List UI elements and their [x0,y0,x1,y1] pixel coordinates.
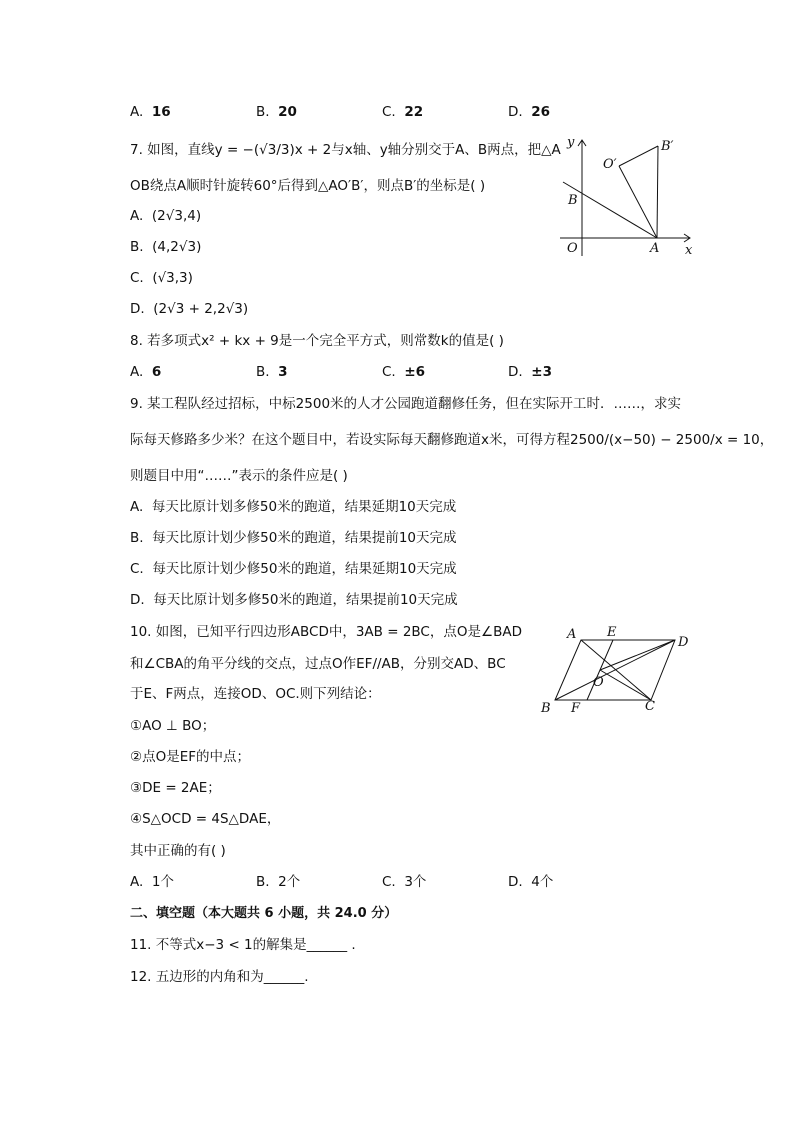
label-f: F [571,701,581,716]
q6-option-c: C. 22 [382,104,424,120]
segment-bo [555,640,675,700]
q7-figure [555,132,705,262]
segment-b-prime-a [657,146,658,238]
label-c: C [645,699,655,714]
label-a: A [567,627,577,642]
q7-option-b: B. (4,2√3) [130,239,202,255]
label-o: O [567,241,578,256]
line-ab [563,182,657,238]
q10-text-line2: 和∠CBA的角平分线的交点，过点O作EF//AB，分别交AD、BC [130,656,506,672]
q10-conclusion-3: ③DE = 2AE； [130,780,221,796]
q10-figure [535,622,705,717]
q7-option-d: D. (2√3 + 2,2√3) [130,301,249,317]
label-o-prime: O′ [603,157,617,172]
q10-text-line3: 于E、F两点，连接OD、OC.则下列结论： [130,686,381,702]
q8-option-d: D. ±3 [508,364,552,380]
q10-conclusion-2: ②点O是EF的中点； [130,749,251,765]
label-d: D [678,635,689,650]
q11-text: 11. 不等式x−3 < 1的解集是______ . [130,937,356,953]
q7-option-c: C. (√3,3) [130,270,193,286]
segment-o-prime-b-prime [619,146,658,166]
label-o: O [593,675,604,690]
q10-option-d: D. 4个 [508,874,554,890]
label-x: x [685,243,693,258]
label-b: B [541,701,551,716]
q6-option-a: A. 16 [130,104,171,120]
q10-conclusion-4: ④S△OCD = 4S△DAE， [130,811,281,827]
q8-option-b: B. 3 [256,364,288,380]
q9-option-c: C. 每天比原计划少修50米的跑道，结果延期10天完成 [130,561,457,577]
q6-option-b: B. 20 [256,104,297,120]
q7-option-a: A. (2√3,4) [130,208,202,224]
label-a: A [650,241,660,256]
q8-option-c: C. ±6 [382,364,426,380]
q10-conclusion-1: ①AO ⊥ BO； [130,718,216,734]
q10-option-a: A. 1个 [130,874,174,890]
q9-text-line2: 际每天修路多少米？在这个题目中，若设实际每天翻修跑道x米，可得方程2500/(x−50) − 2500/x = 10， [130,432,774,448]
q7-text-line2: OB绕点A顺时针旋转60°后得到△AO′B′，则点B′的坐标是( ) [130,178,486,194]
label-e: E [607,625,617,640]
label-b-prime: B′ [661,139,674,154]
q9-option-d: D. 每天比原计划多修50米的跑道，结果提前10天完成 [130,592,458,608]
label-y: y [567,135,575,150]
q7-text-line1: 7. 如图，直线y = −(√3/3)x + 2与x轴、y轴分别交于A、B两点，把△A [130,142,561,158]
q10-text-line1: 10. 如图，已知平行四边形ABCD中，3AB = 2BC，点O是∠BAD [130,624,522,640]
q9-text-line1: 9. 某工程队经过招标，中标2500米的人才公园跑道翻修任务，但在实际开工时．……，求实 [130,396,682,412]
q10-option-b: B. 2个 [256,874,301,890]
q9-option-a: A. 每天比原计划多修50米的跑道，结果延期10天完成 [130,499,457,515]
section-title: 二、填空题（本大题共 6 小题，共 24.0 分） [130,906,398,921]
q10-option-c: C. 3个 [382,874,427,890]
q8-option-a: A. 6 [130,364,162,380]
label-b: B [568,193,578,208]
q9-text-line3: 则题目中用“……”表示的条件应是( ) [130,468,348,484]
q10-prompt: 其中正确的有( ) [130,843,226,859]
q9-option-b: B. 每天比原计划少修50米的跑道，结果提前10天完成 [130,530,457,546]
segment-oc [600,670,651,700]
q8-text: 8. 若多项式x² + kx + 9是一个完全平方式，则常数k的值是( ) [130,333,504,349]
q12-text: 12. 五边形的内角和为______. [130,969,309,985]
q6-option-d: D. 26 [508,104,551,120]
